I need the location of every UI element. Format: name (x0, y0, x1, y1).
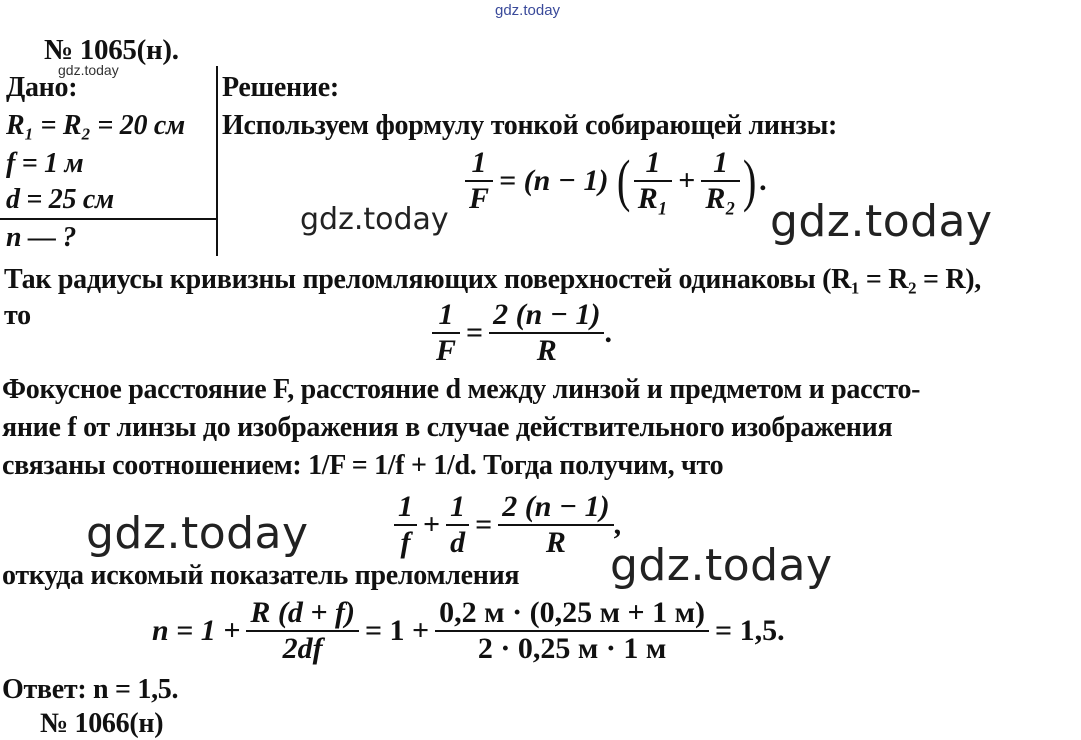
formula-equal-radii: $\frac{1}{F}$ = $\frac{2 (n - 1)}{R}$ . (432, 298, 612, 368)
formula-thin-lens: $\frac{1}{f}$ + $\frac{1}{d}$ = $\frac{2 (n - 1)}{R}$ , (394, 490, 621, 560)
given-f: f = 1 м (6, 148, 84, 179)
text-line-3: то (4, 300, 31, 331)
solution-label: Решение: (222, 72, 339, 103)
answer: Ответ: n = 1,5. (2, 674, 179, 705)
watermark-top: gdz.today (495, 2, 561, 19)
given-radii: R₁ = R₂ = 20 см (6, 110, 185, 141)
given-vertical-divider (216, 66, 218, 256)
formula-refractive-index: n = 1 + $\frac{R (d + f)}{2df}$ = 1 + $\frac{0,2 м \cdot (0,25 м + 1 м)}{2 \cdot 0,25 м \cdot 1 м}$ = 1,5. (152, 596, 785, 665)
watermark-left-lower: gdz.today (86, 508, 309, 559)
formula-lens: $\frac{1}{F}$ = (n − 1) ( $\frac{1}{\text{R₁}}$ + $\frac{1}{\text{R₂}}$ ) . (465, 146, 767, 216)
text-line-2: Так радиусы кривизны преломляющих поверхностей одинаковы (R₁ = R₂ = R), (4, 264, 981, 295)
watermark-right: gdz.today (770, 196, 993, 247)
given-label: Дано: (6, 72, 78, 103)
find-n: n — ? (6, 222, 77, 253)
next-problem-fragment: № 1066(н) (40, 708, 164, 739)
given-d: d = 25 см (6, 184, 114, 215)
text-line-1: Используем формулу тонкой собирающей линзы: (222, 110, 838, 141)
watermark-mid: gdz.today (300, 202, 449, 237)
problem-number: № 1065(н). (44, 34, 179, 66)
text-line-4: Фокусное расстояние F, расстояние d между линзой и предметом и рассто- (2, 374, 921, 405)
watermark-right-lower: gdz.today (610, 540, 833, 591)
given-divider (0, 218, 217, 220)
watermark-small: gdz.today (58, 62, 119, 78)
text-line-6: связаны соотношением: 1/F = 1/f + 1/d. Тогда получим, что (2, 450, 724, 481)
text-line-5: яние f от линзы до изображения в случае действительного изображения (2, 412, 893, 443)
text-line-7: откуда искомый показатель преломления (2, 560, 520, 591)
